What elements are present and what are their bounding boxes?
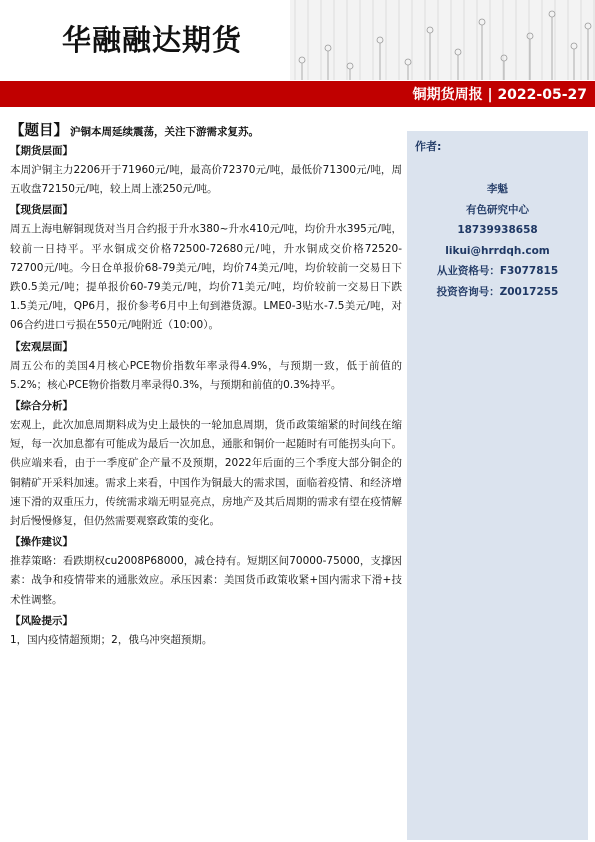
section-text-futures: 本周沪铜主力2206开于71960元/吨，最高价72370元/吨，最低价71300元/吨，周五收盘72150元/吨，较上周上涨250元/吨。 — [10, 164, 402, 196]
author-info — [407, 179, 588, 302]
author-label: 作者: — [415, 140, 442, 153]
section-heading-futures: 【期货层面】 — [10, 145, 73, 157]
section-heading-risk: 【风险提示】 — [10, 614, 73, 627]
headline-summary: 沪铜本周延续震荡，关注下游需求复苏。 — [70, 126, 259, 138]
headline-label: 【题目】 — [10, 123, 68, 139]
section-text-analysis: 宏观上，此次加息周期料成为史上最快的一轮加息周期，货币政策缩紧的时间线在缩短，每一次加息都有可能成为最后一次加息，通胀和铜价一起随时有可能拐头向下。供应端来看，由于一季度矿企产量不及预期，2022年后面的三个季度大部分铜企的铜精矿开采料加速。需求上来看，中国作为铜最大的需求国，面临着疫情、和经济增速下滑的双重压力，传统需求端无明显亮点，房地产及其后周期的需求有望在疫情解封后慢慢修复，但仍然需要观察政策的变化。 — [10, 419, 402, 528]
decorative-pattern — [290, 0, 595, 80]
section-text-advice: 推荐策略：看跌期权cu2008P68000，减仓持有。短期区间70000-75000，支撑因素：战争和疫情带来的通胀效应。承压因素：美国货币政策收紧+国内需求下滑+技术性调整。 — [10, 555, 402, 606]
section-heading-spot: 【现货层面】 — [10, 204, 73, 217]
section-heading-analysis: 【综合分析】 — [10, 400, 73, 413]
section-text-spot: 周五上海电解铜现货对当月合约报于升水380~升水410元/吨，均价升水395元/吨，较前一日持平。平水铜成交价格72500-72680元/吨，升水铜成交价格72520-72700元/吨。今日仓单报价68-79美元/吨，均价74美元/吨，均价较前一交易日下跌0.5美元/吨；提单报价60-79美元/吨，均价71美元/吨，均价较前一交易日下跌1.5美元/吨，QP6月，报价参考6月中上旬到港货源。LME0-3贴水-7.5美元/吨，对06合约进口亏损在550元/吨附近（10:00）。 — [10, 223, 402, 332]
author-department: 有色研究中心 — [466, 203, 529, 216]
author-consulting-number: 投资咨询号：Z0017255 — [436, 285, 559, 298]
author-name: 李魁 — [487, 183, 508, 195]
report-body — [10, 140, 402, 650]
author-phone: 18739938658 — [457, 224, 538, 236]
section-heading-macro: 【宏观层面】 — [10, 340, 73, 353]
author-email: likui@hrrdqh.com — [445, 244, 550, 257]
company-logo-text: 华融融达期货 — [62, 23, 243, 57]
section-text-macro: 周五公布的美国4月核心PCE物价指数年率录得4.9%，与预期一致，低于前值的5.2%；核心PCE物价指数月率录得0.3%，与预期和前值的0.3%持平。 — [10, 359, 402, 391]
author-sidebar — [407, 131, 588, 840]
section-text-risk: 1，国内疫情超预期；2，俄乌冲突超预期。 — [10, 633, 213, 646]
author-qualification-number: 从业资格号：F3077815 — [436, 265, 559, 277]
headline — [10, 119, 405, 140]
section-heading-advice: 【操作建议】 — [10, 536, 73, 549]
page-header — [0, 0, 595, 80]
report-title: 铜期货周报 | 2022-05-27 — [412, 87, 587, 103]
